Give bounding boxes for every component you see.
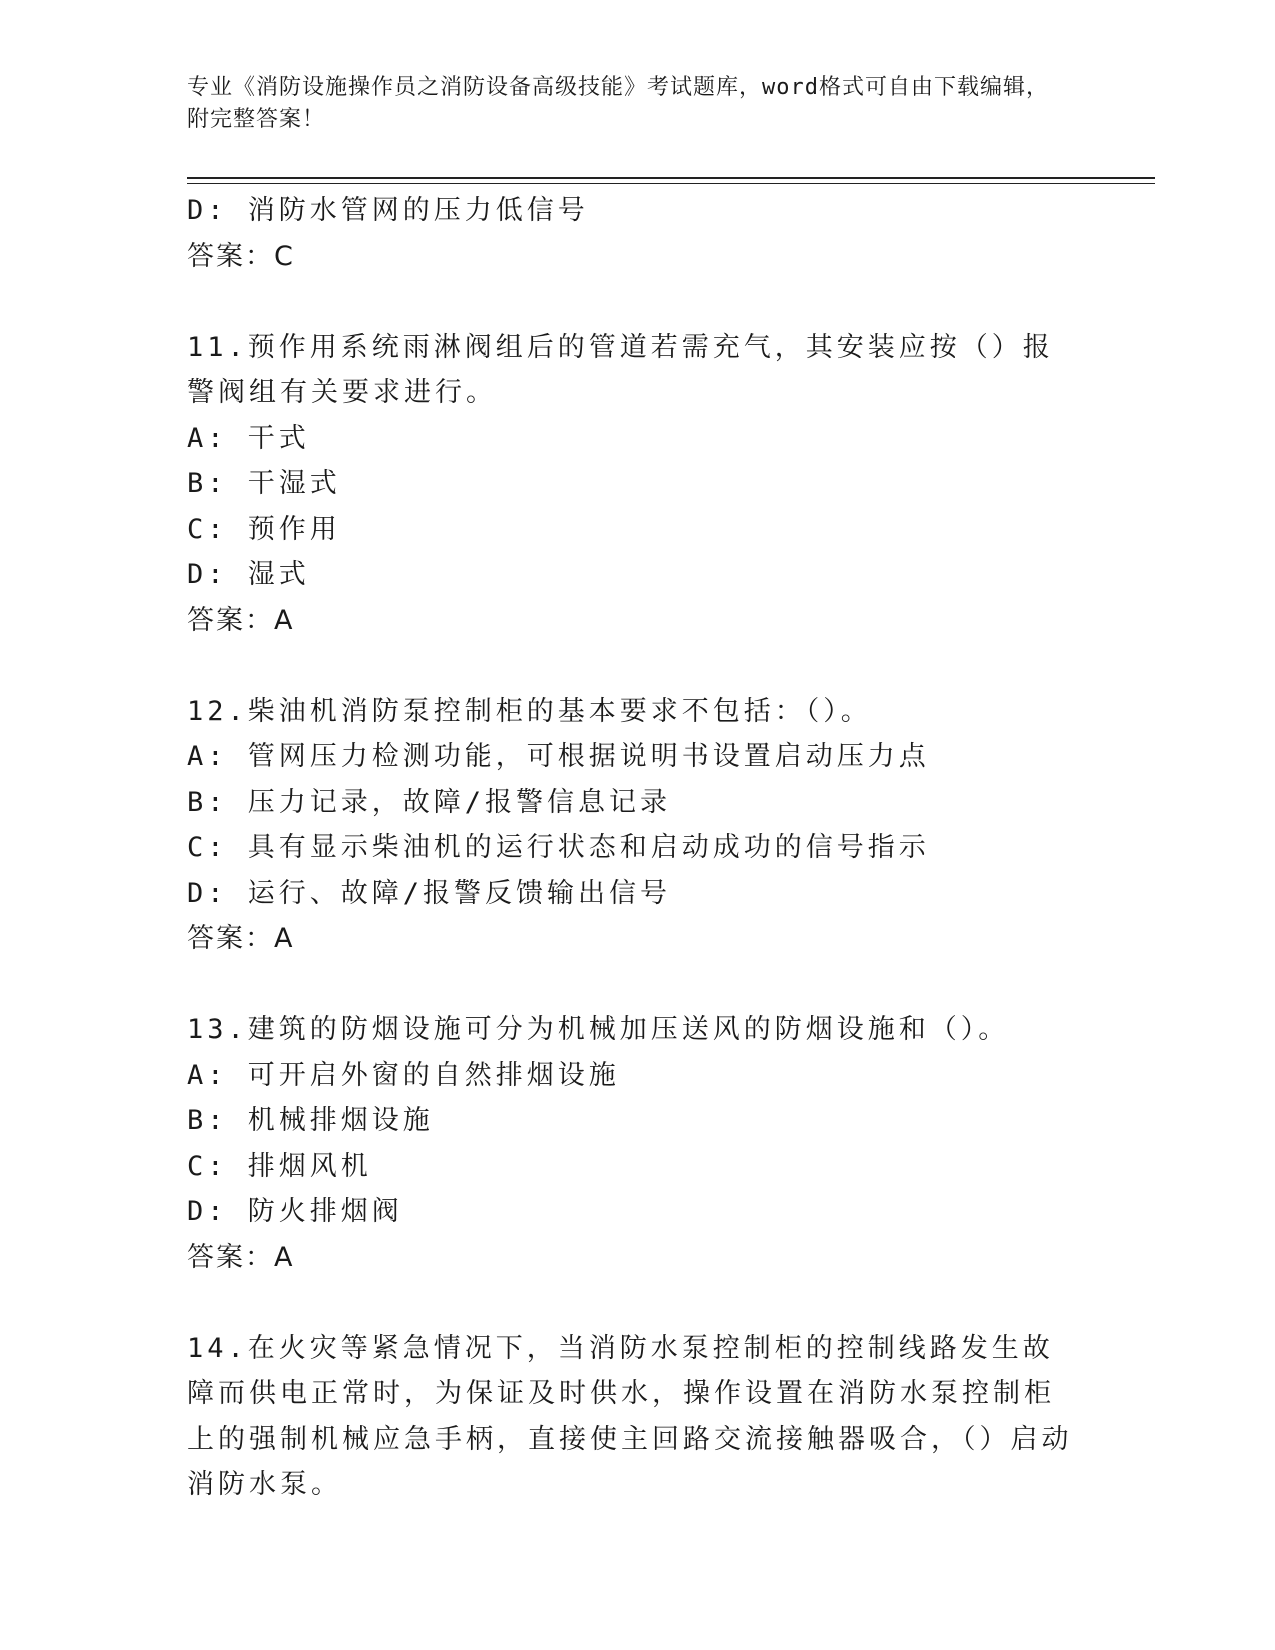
- option-b: B: 干湿式: [187, 468, 341, 499]
- question-14: [187, 1326, 1087, 1508]
- answer: 答案：A: [187, 1241, 295, 1273]
- option-b: B: 机械排烟设施: [187, 1105, 434, 1136]
- header-divider-thick: [187, 177, 1155, 179]
- option-a: A: 可开启外窗的自然排烟设施: [187, 1059, 620, 1091]
- option-d: D: 运行、故障/报警反馈输出信号: [187, 877, 672, 909]
- answer: 答案：A: [187, 604, 295, 636]
- spacer: [187, 1280, 1087, 1326]
- question-12: [187, 689, 1087, 962]
- option-a: A: 干式: [187, 422, 310, 454]
- header-divider-thin: [187, 183, 1155, 184]
- option-c: C: 具有显示柴油机的运行状态和启动成功的信号指示: [187, 832, 930, 863]
- question-text: 12.柴油机消防泵控制柜的基本要求不包括：（）。: [187, 695, 872, 727]
- answer: 答案：A: [187, 923, 295, 954]
- question-10-tail: [187, 188, 1087, 279]
- question-11: [187, 325, 1087, 644]
- question-list: [187, 188, 1087, 1508]
- option-d: D: 消防水管网的压力低信号: [187, 195, 589, 226]
- option-a: A: 管网压力检测功能，可根据说明书设置启动压力点: [187, 741, 930, 772]
- answer: 答案：C: [187, 240, 295, 272]
- option-b: B: 压力记录，故障/报警信息记录: [187, 786, 672, 818]
- spacer: [187, 643, 1087, 689]
- document-header: 专业《消防设施操作员之消防设备高级技能》考试题库，word格式可自由下载编辑，附完整答案！: [187, 75, 1049, 132]
- question-text: 13.建筑的防烟设施可分为机械加压送风的防烟设施和（）。: [187, 1014, 1010, 1045]
- option-c: C: 排烟风机: [187, 1150, 372, 1182]
- question-13: [187, 1007, 1087, 1280]
- question-text: 11.预作用系统雨淋阀组后的管道若需充气，其安装应按（）报警阀组有关要求进行。: [187, 331, 1054, 408]
- option-d: D: 防火排烟阀: [187, 1196, 403, 1227]
- option-c: C: 预作用: [187, 513, 341, 545]
- spacer: [187, 962, 1087, 1008]
- spacer: [187, 279, 1087, 325]
- option-d: D: 湿式: [187, 559, 310, 590]
- question-text: 14.在火灾等紧急情况下，当消防水泵控制柜的控制线路发生故障而供电正常时，为保证及时供水，操作设置在消防水泵控制柜上的强制机械应急手柄，直接使主回路交流接触器吸合，（）启动消防水泵。: [187, 1332, 1073, 1500]
